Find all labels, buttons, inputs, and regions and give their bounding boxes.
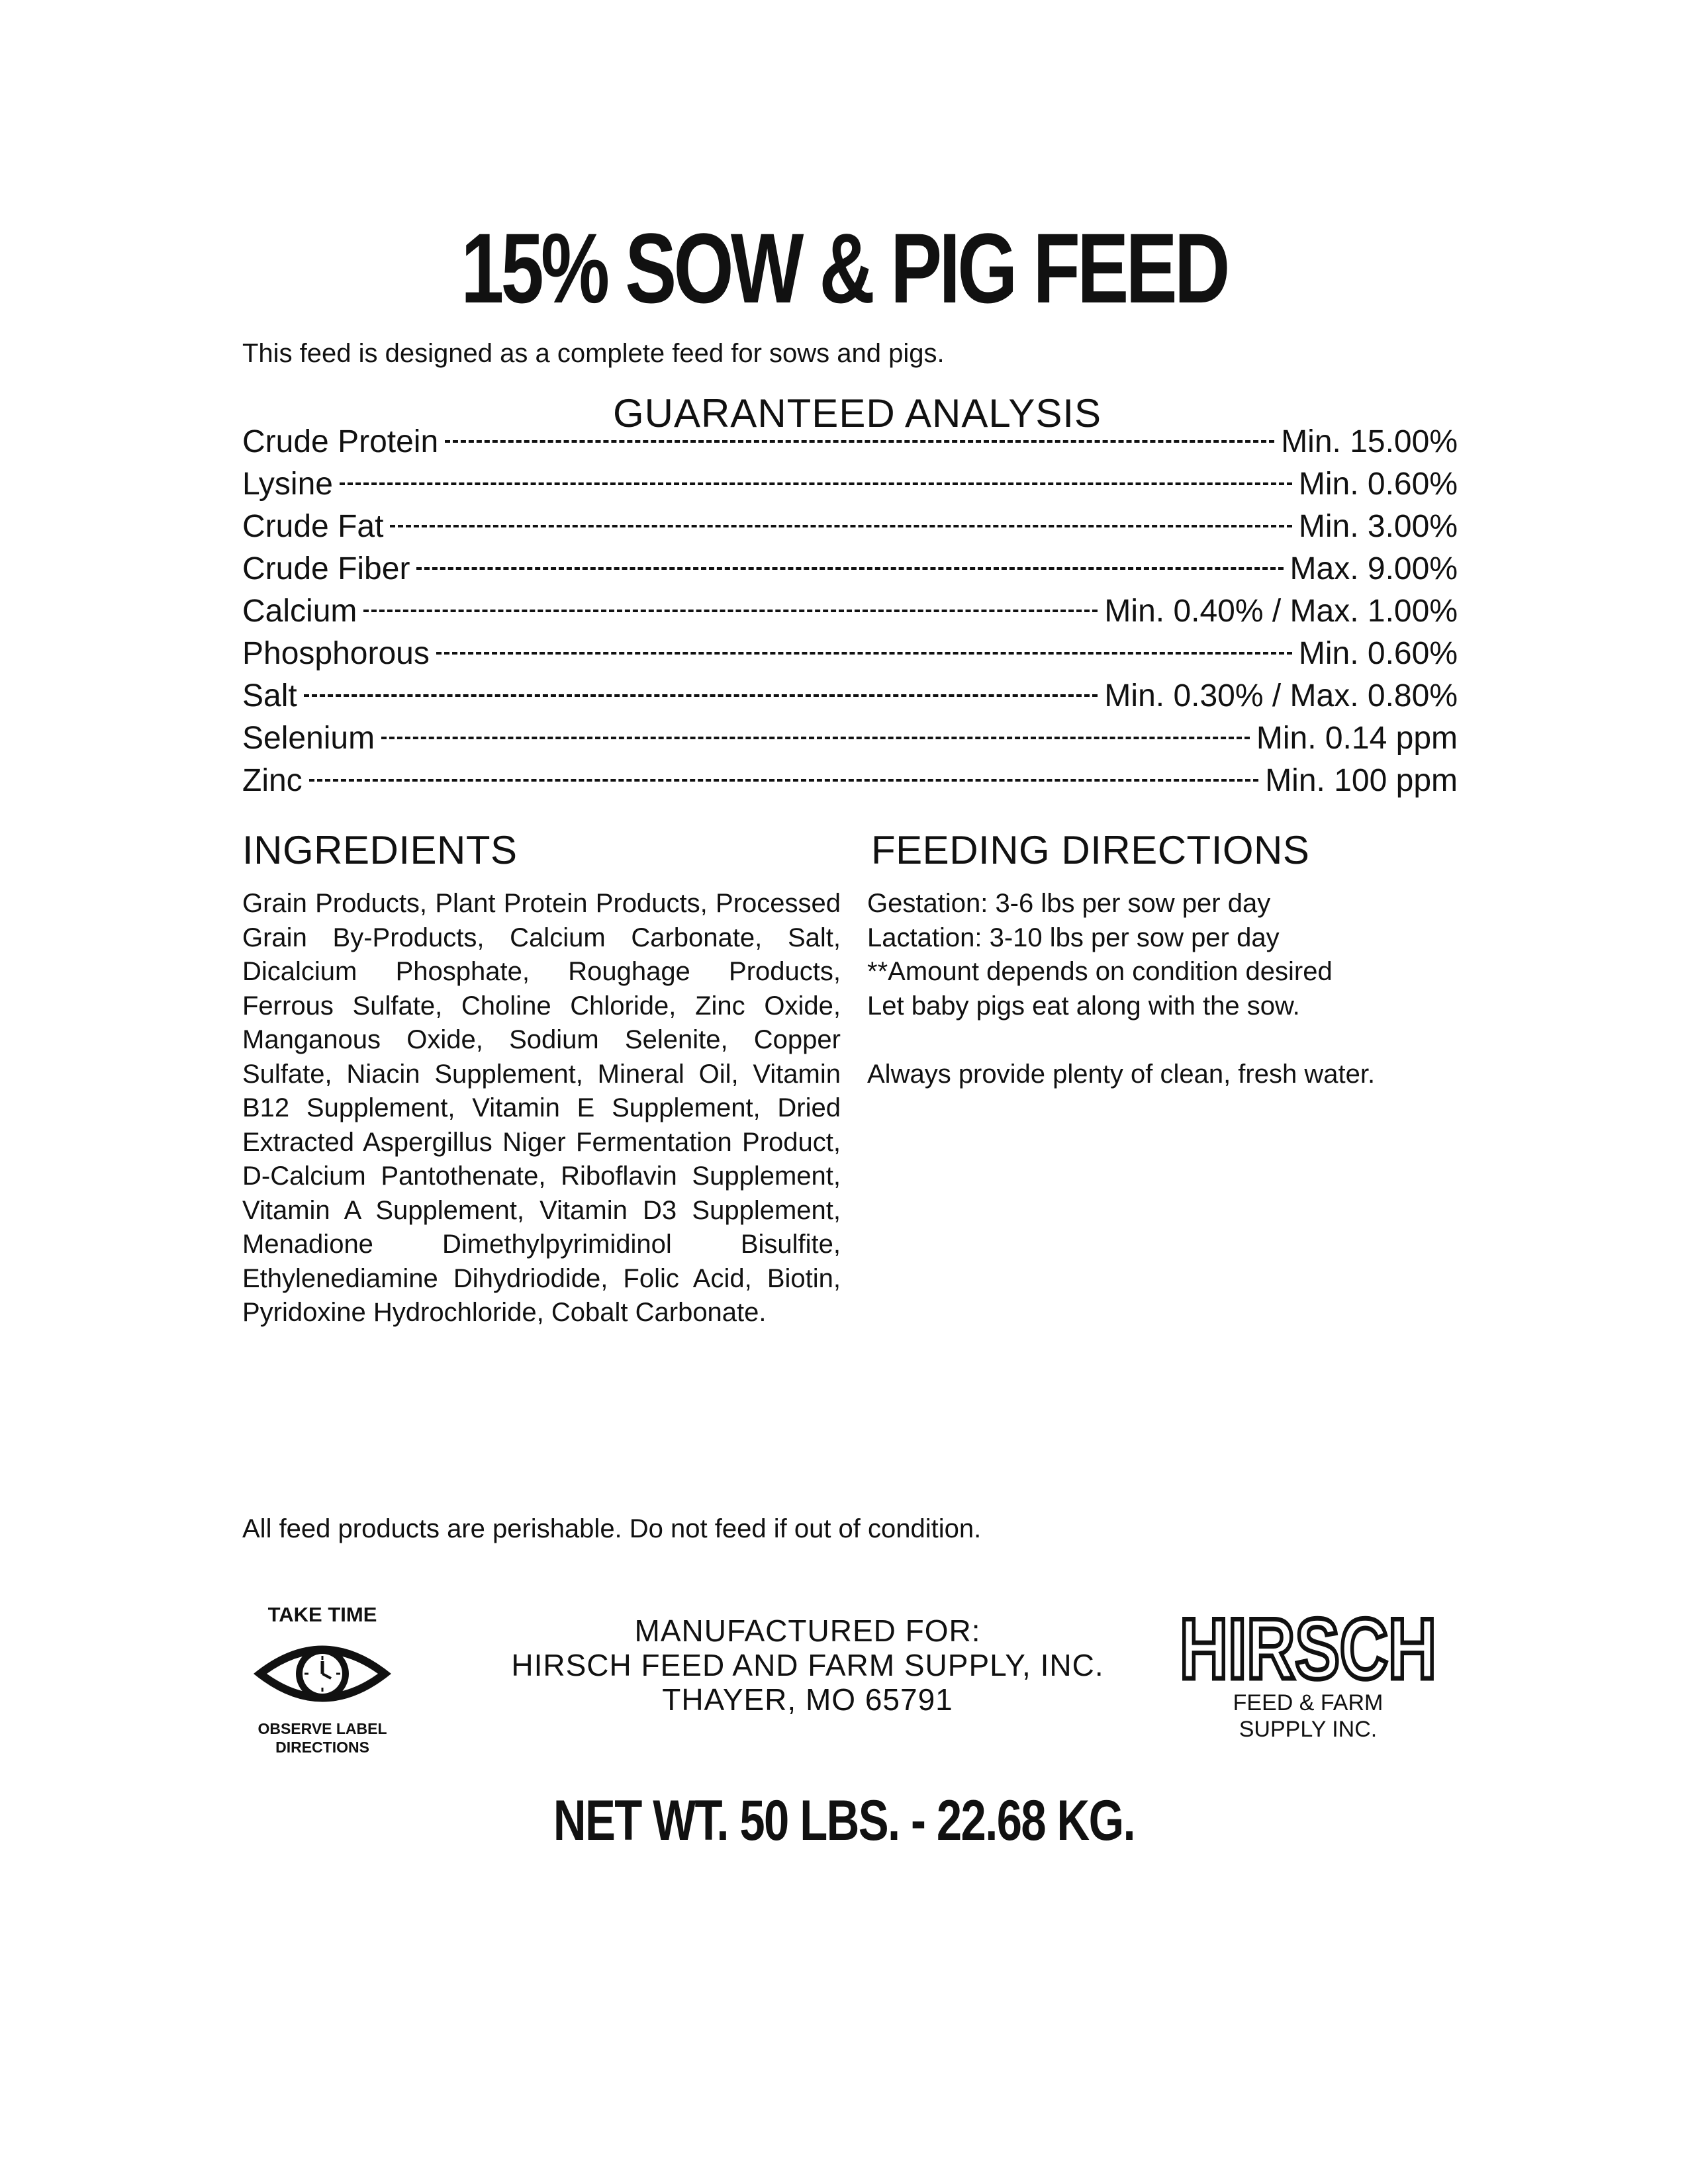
manufacturer-line-3: THAYER, MO 65791 — [662, 1682, 953, 1717]
manufacturer-line-2: HIRSCH FEED AND FARM SUPPLY, INC. — [511, 1648, 1104, 1682]
analysis-row — [242, 678, 1458, 720]
analysis-row — [242, 466, 1458, 508]
dot-leader — [363, 610, 1098, 612]
manufacturer-block — [463, 1614, 1152, 1717]
nutrient-name: Crude Fat — [242, 509, 384, 544]
dot-leader — [304, 694, 1098, 697]
intro-text: This feed is designed as a complete feed for sows and pigs. — [242, 339, 945, 368]
nutrient-value: Min. 15.00% — [1281, 424, 1458, 459]
take-time-badge — [246, 1603, 399, 1756]
eye-clock-icon — [250, 1631, 395, 1717]
nutrient-name: Lysine — [242, 467, 333, 502]
nutrient-name: Crude Protein — [242, 424, 439, 459]
dot-leader — [445, 440, 1274, 443]
take-time-top-text: TAKE TIME — [267, 1603, 377, 1626]
dot-leader — [416, 567, 1283, 570]
take-time-bottom-text-2: DIRECTIONS — [275, 1739, 369, 1756]
dot-leader — [340, 482, 1292, 485]
analysis-table — [242, 424, 1458, 805]
logo-sub-1: FEED & FARM — [1233, 1690, 1383, 1715]
feeding-line: Lactation: 3-10 lbs per sow per day — [867, 923, 1280, 952]
feeding-line: Always provide plenty of clean, fresh water. — [867, 1059, 1376, 1089]
nutrient-name: Selenium — [242, 721, 375, 756]
product-title: 15% SOW & PIG FEED — [461, 212, 1227, 324]
take-time-bottom-text-1: OBSERVE LABEL — [258, 1720, 387, 1737]
nutrient-value: Min. 0.14 ppm — [1256, 721, 1458, 756]
feeding-directions-text — [867, 887, 1463, 1091]
logo-wordmark: HIRSCH — [1180, 1600, 1436, 1697]
nutrient-name: Calcium — [242, 594, 357, 629]
dot-leader — [390, 525, 1291, 527]
perishable-note: All feed products are perishable. Do not feed if out of condition. — [242, 1514, 982, 1543]
nutrient-name: Zinc — [242, 763, 303, 798]
feeding-line: Gestation: 3-6 lbs per sow per day — [867, 889, 1271, 918]
analysis-row — [242, 762, 1458, 805]
feeding-line: **Amount depends on condition desired — [867, 957, 1333, 986]
ingredients-text: Grain Products, Plant Protein Products, Processed Grain By-Products, Calcium Carbonate, Salt, Dicalcium Phosphate, Roughage Products, Ferrous Sulfate, Choline Chloride, Zinc Oxide, Manganous Oxide, Sodium Selenite, Copper Sulfate, Niacin Supplement, Mineral Oil, Vitamin B12 Supplement, Vitamin E Supplement, Dried Extracted Aspergillus Niger Fermentation Product, D-Calcium Pantothenate, Riboflavin Supplement, Vitamin A Supplement, Vitamin D3 Supplement, Menadione Dimethylpyrimidinol Bisulfite, Ethylenediamine Dihydriodide, Folic Acid, Biotin, Pyridoxine Hydrochloride, Cobalt Carbonate. — [242, 889, 841, 1327]
analysis-row — [242, 635, 1458, 678]
nutrient-name: Salt — [242, 678, 297, 713]
nutrient-name: Crude Fiber — [242, 551, 410, 586]
manufacturer-line-1: MANUFACTURED FOR: — [634, 1614, 981, 1648]
net-weight: NET WT. 50 LBS. - 22.68 KG. — [553, 1789, 1135, 1852]
nutrient-value: Max. 9.00% — [1289, 551, 1458, 586]
analysis-row — [242, 508, 1458, 551]
analysis-row — [242, 593, 1458, 635]
dot-leader — [309, 779, 1259, 782]
ingredients-heading: INGREDIENTS — [242, 828, 518, 872]
nutrient-value: Min. 0.30% / Max. 0.80% — [1104, 678, 1458, 713]
analysis-row — [242, 720, 1458, 762]
nutrient-name: Phosphorous — [242, 636, 430, 671]
nutrient-value: Min. 100 ppm — [1265, 763, 1458, 798]
analysis-row — [242, 424, 1458, 466]
hirsch-logo — [1176, 1600, 1440, 1749]
logo-sub-2: SUPPLY INC. — [1239, 1717, 1378, 1742]
analysis-row — [242, 551, 1458, 593]
nutrient-value: Min. 0.60% — [1298, 467, 1458, 502]
guaranteed-analysis-heading: GUARANTEED ANALYSIS — [612, 391, 1102, 435]
nutrient-value: Min. 0.40% / Max. 1.00% — [1104, 594, 1458, 629]
nutrient-value: Min. 0.60% — [1298, 636, 1458, 671]
dot-leader — [381, 737, 1250, 739]
feeding-directions-heading: FEEDING DIRECTIONS — [871, 828, 1310, 872]
feeding-line — [867, 1023, 1463, 1058]
dot-leader — [436, 652, 1292, 655]
nutrient-value: Min. 3.00% — [1298, 509, 1458, 544]
feeding-line: Let baby pigs eat along with the sow. — [867, 991, 1300, 1021]
